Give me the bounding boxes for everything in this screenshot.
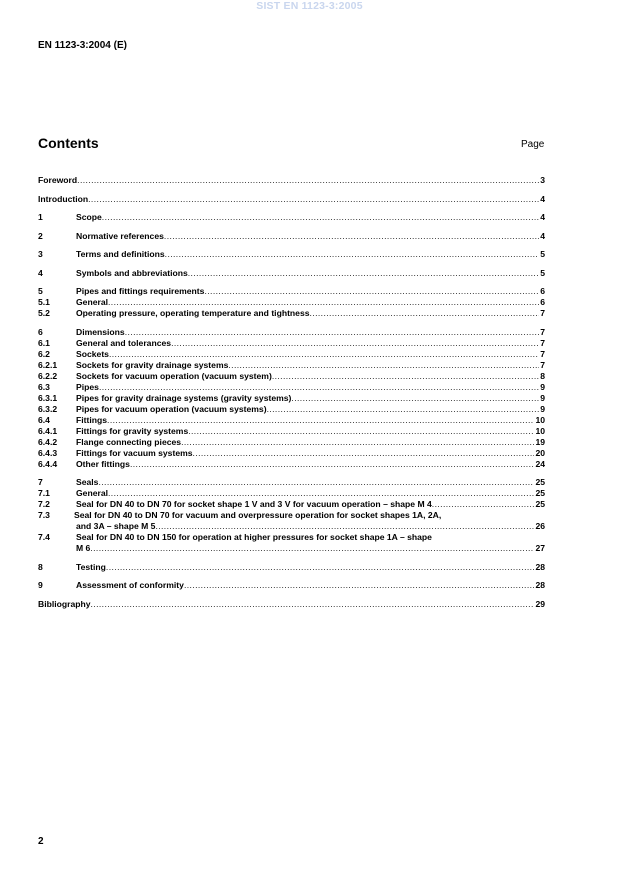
toc-entry-number: 7.3 (38, 510, 50, 520)
dot-leader (99, 382, 539, 393)
toc-entry[interactable] (38, 231, 545, 242)
toc-entry[interactable] (38, 297, 545, 308)
dot-leader (106, 562, 535, 573)
toc-entry-number: 6.4.4 (38, 458, 58, 469)
toc-entry-title: Dimensions (76, 326, 125, 337)
toc-entry-title: Scope (76, 212, 102, 222)
toc-entry-title: Pipes (76, 381, 99, 392)
dot-leader (171, 338, 539, 349)
toc-entry-title: General (76, 297, 109, 307)
dot-leader (272, 371, 539, 382)
toc-entry[interactable] (38, 532, 545, 554)
toc-entry[interactable] (38, 562, 545, 573)
dot-leader (125, 327, 540, 338)
toc-entry-title: Pipes for vacuum operation (vacuum systems) (76, 403, 267, 414)
dot-leader (181, 437, 534, 448)
toc-entry-title: and 3A – shape M 5 (76, 521, 156, 531)
toc-entry-page: 3 (540, 175, 545, 185)
toc-entry[interactable] (38, 308, 545, 319)
toc-entry-number: 6.3.1 (38, 392, 58, 403)
toc-entry-page: 6 (540, 286, 545, 296)
dot-leader (102, 212, 539, 223)
toc-entry[interactable] (38, 393, 545, 404)
dot-leader (291, 393, 539, 404)
dot-leader (310, 308, 540, 319)
toc-entry-page: 10 (535, 414, 545, 425)
dot-leader (193, 448, 535, 459)
toc-entry[interactable] (38, 371, 545, 382)
document-id: EN 1123-3:2004 (E) (38, 40, 127, 51)
page-number: 2 (38, 836, 44, 847)
toc-entry-title: Operating pressure, operating temperature and tightness (76, 308, 310, 318)
toc-entry-number: 7.2 (38, 499, 50, 509)
contents-title: Contents (38, 135, 99, 151)
toc-entry-number: 6.4.1 (38, 425, 58, 436)
toc-entry-page: 20 (535, 447, 545, 458)
toc-entry-page: 5 (540, 267, 545, 278)
toc-entry-page: 26 (535, 521, 545, 531)
toc-entry-page: 9 (540, 381, 545, 392)
dot-leader (90, 543, 534, 554)
toc-entry-page: 7 (540, 337, 545, 348)
dot-leader (267, 404, 540, 415)
toc-entry-title: Bibliography (38, 598, 91, 609)
toc-entry-title: Introduction (38, 193, 89, 204)
toc-entry[interactable] (38, 488, 545, 499)
toc-entry-page: 4 (540, 193, 545, 204)
toc-entry-page: 9 (540, 403, 545, 414)
toc-entry[interactable] (38, 382, 545, 393)
toc-entry-title: Fittings for vacuum systems (76, 447, 193, 458)
toc-entry-number: 5 (38, 286, 43, 296)
toc-entry-number: 6.1 (38, 337, 50, 348)
toc-entry-page: 25 (535, 488, 545, 498)
dot-leader (432, 499, 535, 510)
toc-entry[interactable] (38, 212, 545, 223)
toc-entry-title: Fittings (76, 414, 108, 425)
toc-entry-title: Assessment of conformity (76, 580, 184, 590)
toc-entry-title: General (76, 488, 109, 498)
toc-entry[interactable] (38, 580, 545, 591)
toc-entry-number: 6.3 (38, 381, 50, 392)
dot-leader (109, 349, 539, 360)
toc-entry-title: Fittings for gravity systems (76, 425, 189, 436)
toc-entry-title: Sockets for vacuum operation (vacuum system) (76, 370, 272, 381)
toc-entry-number: 7 (38, 477, 43, 487)
toc-entry-title-line1: Seal for DN 40 to DN 150 for operation at higher pressures for socket shape 1A – shape (76, 532, 432, 542)
toc-entry[interactable] (38, 249, 545, 260)
toc-entry-page: 4 (540, 230, 545, 241)
toc-entry-title: Pipes and fittings requirements (76, 286, 205, 296)
dot-leader (184, 580, 535, 591)
dot-leader (108, 297, 539, 308)
toc-entry-page: 7 (540, 308, 545, 318)
toc-entry-page: 29 (535, 598, 545, 609)
toc-entry-page: 28 (535, 561, 545, 572)
toc-entry-page: 19 (535, 436, 545, 447)
dot-leader (188, 426, 534, 437)
toc-entry[interactable] (38, 175, 545, 186)
dot-leader (108, 488, 534, 499)
toc-entry[interactable] (38, 194, 545, 205)
toc-entry-number: 6.4 (38, 414, 50, 425)
toc-entry[interactable] (38, 599, 545, 610)
dot-leader (164, 231, 539, 242)
toc-entry-number: 2 (38, 230, 43, 241)
toc-entry-title: Testing (76, 561, 106, 572)
dot-leader (204, 286, 539, 297)
dot-leader (130, 459, 534, 470)
toc-entry-title: Terms and definitions (76, 249, 165, 259)
toc-entry-page: 25 (535, 477, 545, 487)
toc-entry[interactable] (38, 459, 545, 470)
toc-entry-title: Foreword (38, 175, 78, 185)
dot-leader (188, 268, 539, 279)
toc-entry-page: 24 (535, 458, 545, 469)
toc-entry-number: 9 (38, 580, 43, 590)
dot-leader (155, 521, 534, 532)
toc-entry-page: 27 (535, 543, 545, 553)
toc-entry-number: 6.2 (38, 348, 50, 359)
toc-entry-page: 7 (540, 359, 545, 370)
toc-entry-number: 6.4.3 (38, 447, 58, 458)
toc-entry-page: 25 (535, 499, 545, 509)
toc-entry-title: M 6 (76, 543, 91, 553)
toc-entry[interactable] (38, 338, 545, 349)
toc-entry[interactable] (38, 477, 545, 488)
toc-entry-title: Normative references (76, 230, 164, 241)
toc-entry-title: Sockets for gravity drainage systems (76, 359, 229, 370)
toc-entry-page: 4 (540, 212, 545, 222)
toc-entry-title: Seal for DN 40 to DN 70 for socket shape 1 V and 3 V for vacuum operation – shape M 4 (76, 499, 432, 509)
toc-entry-title: Sockets (76, 348, 109, 359)
toc-entry[interactable] (38, 360, 545, 371)
dot-leader (165, 249, 540, 260)
toc-entry-page: 9 (540, 392, 545, 403)
toc-entry[interactable] (38, 327, 545, 338)
toc-entry-title-line1: Seal for DN 40 to DN 70 for vacuum and overpressure operation for socket shapes 1A, 2A, (74, 510, 442, 520)
toc-entry-number: 8 (38, 561, 43, 572)
toc-entry[interactable] (38, 415, 545, 426)
toc-entry-page: 7 (540, 348, 545, 359)
toc-entry-page: 8 (540, 370, 545, 381)
watermark: SIST EN 1123-3:2005 (256, 0, 363, 12)
toc-entry-number: 4 (38, 267, 43, 278)
toc-entry-title: Flange connecting pieces (76, 436, 182, 447)
toc-entry-page: 10 (535, 425, 545, 436)
toc-entry-number: 5.1 (38, 297, 50, 307)
toc-entry-number: 6.4.2 (38, 436, 58, 447)
toc-entry-number: 6.3.2 (38, 403, 58, 414)
toc-entry[interactable] (38, 426, 545, 437)
toc-entry-title: General and tolerances (76, 337, 172, 348)
dot-leader (228, 360, 539, 371)
table-of-contents (38, 175, 545, 610)
toc-entry-page: 7 (540, 326, 545, 337)
page-column-label: Page (521, 139, 545, 150)
toc-entry[interactable] (38, 448, 545, 459)
toc-entry-number: 7.4 (38, 532, 50, 542)
dot-leader (98, 477, 534, 488)
toc-entry-number: 1 (38, 212, 43, 222)
dot-leader (91, 599, 535, 610)
toc-entry-page: 6 (540, 297, 545, 307)
toc-entry-number: 6.2.1 (38, 359, 58, 370)
toc-entry[interactable] (38, 499, 545, 510)
toc-entry-number: 5.2 (38, 308, 50, 318)
toc-entry-page: 28 (535, 580, 545, 590)
toc-entry[interactable] (38, 268, 545, 279)
toc-entry-page: 5 (540, 249, 545, 259)
toc-entry-title: Symbols and abbreviations (76, 267, 188, 278)
toc-entry-number: 6.2.2 (38, 370, 58, 381)
toc-entry-number: 3 (38, 249, 43, 259)
toc-entry-title: Seals (76, 477, 99, 487)
dot-leader (77, 175, 539, 186)
toc-entry-number: 7.1 (38, 488, 50, 498)
toc-entry[interactable] (38, 510, 545, 532)
toc-entry[interactable] (38, 437, 545, 448)
toc-entry[interactable] (38, 404, 545, 415)
toc-entry-title: Other fittings (76, 458, 130, 469)
toc-entry[interactable] (38, 286, 545, 297)
dot-leader (107, 415, 534, 426)
toc-entry-title: Pipes for gravity drainage systems (gravity systems) (76, 392, 292, 403)
toc-entry-number: 6 (38, 326, 43, 337)
toc-entry[interactable] (38, 349, 545, 360)
dot-leader (88, 194, 539, 205)
